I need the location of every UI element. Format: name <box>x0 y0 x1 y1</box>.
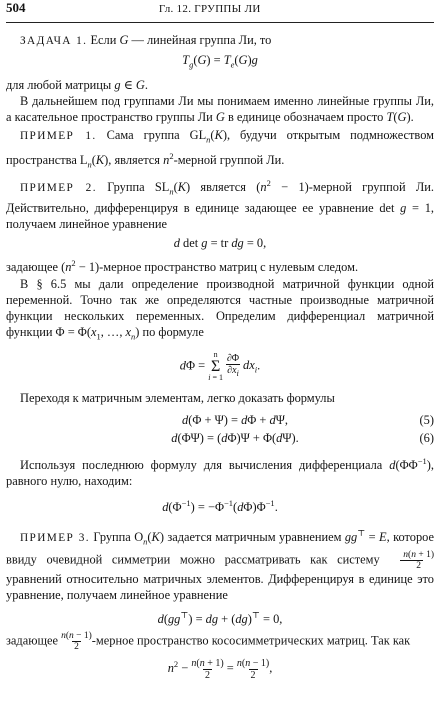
running-title: Гл. 12. ГРУППЫ ЛИ <box>158 3 261 15</box>
equation-5 <box>6 412 434 428</box>
page-header <box>6 0 434 23</box>
example-2-after: задающее ($n^2$ − 1)-мерное пространство матриц с нулевым следом. <box>6 258 359 275</box>
example-3-formula: d(gg⊤) = dg + (dg)⊤ = 0, <box>157 609 283 626</box>
paragraph-4: Используя последнюю формулу для вычисления дифференциала $d(\Phi\Phi^{-1})$, равного нулю, находим: <box>6 455 434 488</box>
paragraph-2: В § 6.5 мы дали определение производной матричной функции одной переменной. Точно так же определяются частные производные матричной функции нескольких переменных. Определим дифференциал матричной функции $\Phi = \Phi(x_1$, …, $x_n$) по формуле <box>6 276 434 342</box>
task-1-formula: $T_g(G) = T_e(G)g$ <box>182 53 258 70</box>
task-1-after: для любой матрицы g ∈ G. <box>6 77 148 92</box>
task-1-paragraph: ЗАДАЧА 1. Если G — линейная группа Ли, то <box>20 33 272 47</box>
inverse-formula: $d(\Phi^{-1}) = -\Phi^{-1}(d\Phi)\Phi^{-1}$. <box>162 498 278 515</box>
equation-5-formula: d(Φ + Ψ) = dΦ + dΨ, <box>182 413 288 428</box>
paragraph-3: Переходя к матричным элементам, легко доказать формулы <box>20 390 335 405</box>
equation-6 <box>6 430 434 446</box>
example-2-paragraph: ПРИМЕР 2. Группа $SL_n(K)$ является ($n^2$ − 1)-мерной группой Ли. Действительно, дифференцируя в единице задающее ее уравнение det g = 1, получаем линейное уравнение <box>6 177 434 231</box>
paragraph-1: В дальнейшем под группами Ли мы понимаем именно линейные группы Ли, а касательное пространство группы Ли G в единице обозначаем просто T(G). <box>6 94 434 125</box>
example-1-label: ПРИМЕР 1. <box>20 130 97 143</box>
example-3-last-formula: $n^2 - n(n + 1)$ 2 = n(n − 1) 2, <box>167 657 273 681</box>
example-3-label: ПРИМЕР 3. <box>20 532 91 545</box>
example-3-paragraph: ПРИМЕР 3. Группа $O_n(K)$ задается матричным уравнением gg⊤ = E, которое ввиду очевидной симметрии можно рассматривать как систему n(n + 1) 2 уравнений относительно матричных элементов. Дифференцируя в единице это уравнение, получаем линейное уравнение <box>6 528 435 603</box>
example-3-after: задающее n(n − 1) 2 -мерное пространство кососимметрических матриц. Так как <box>6 630 411 652</box>
example-2-label: ПРИМЕР 2. <box>20 182 97 195</box>
differential-formula: dΦ = n Σ i = 1 ∂Φ $\partial x_i$ $dx_i$. <box>179 349 261 382</box>
page-number: 504 <box>6 0 26 15</box>
task-1-label: ЗАДАЧА 1. <box>20 35 88 47</box>
equation-6-number: (6) <box>419 431 434 446</box>
example-1-paragraph: ПРИМЕР 1. Сама группа $GL_n(K)$, будучи открытым подмножеством пространства $L_n(K)$, является $n^2$-мерной группой Ли. <box>6 128 434 170</box>
equation-5-number: (5) <box>419 413 434 428</box>
example-2-formula: d det g = tr dg = 0, <box>173 236 267 251</box>
equation-6-formula: d(ΦΨ) = (dΦ)Ψ + Φ(dΨ). <box>171 431 299 446</box>
